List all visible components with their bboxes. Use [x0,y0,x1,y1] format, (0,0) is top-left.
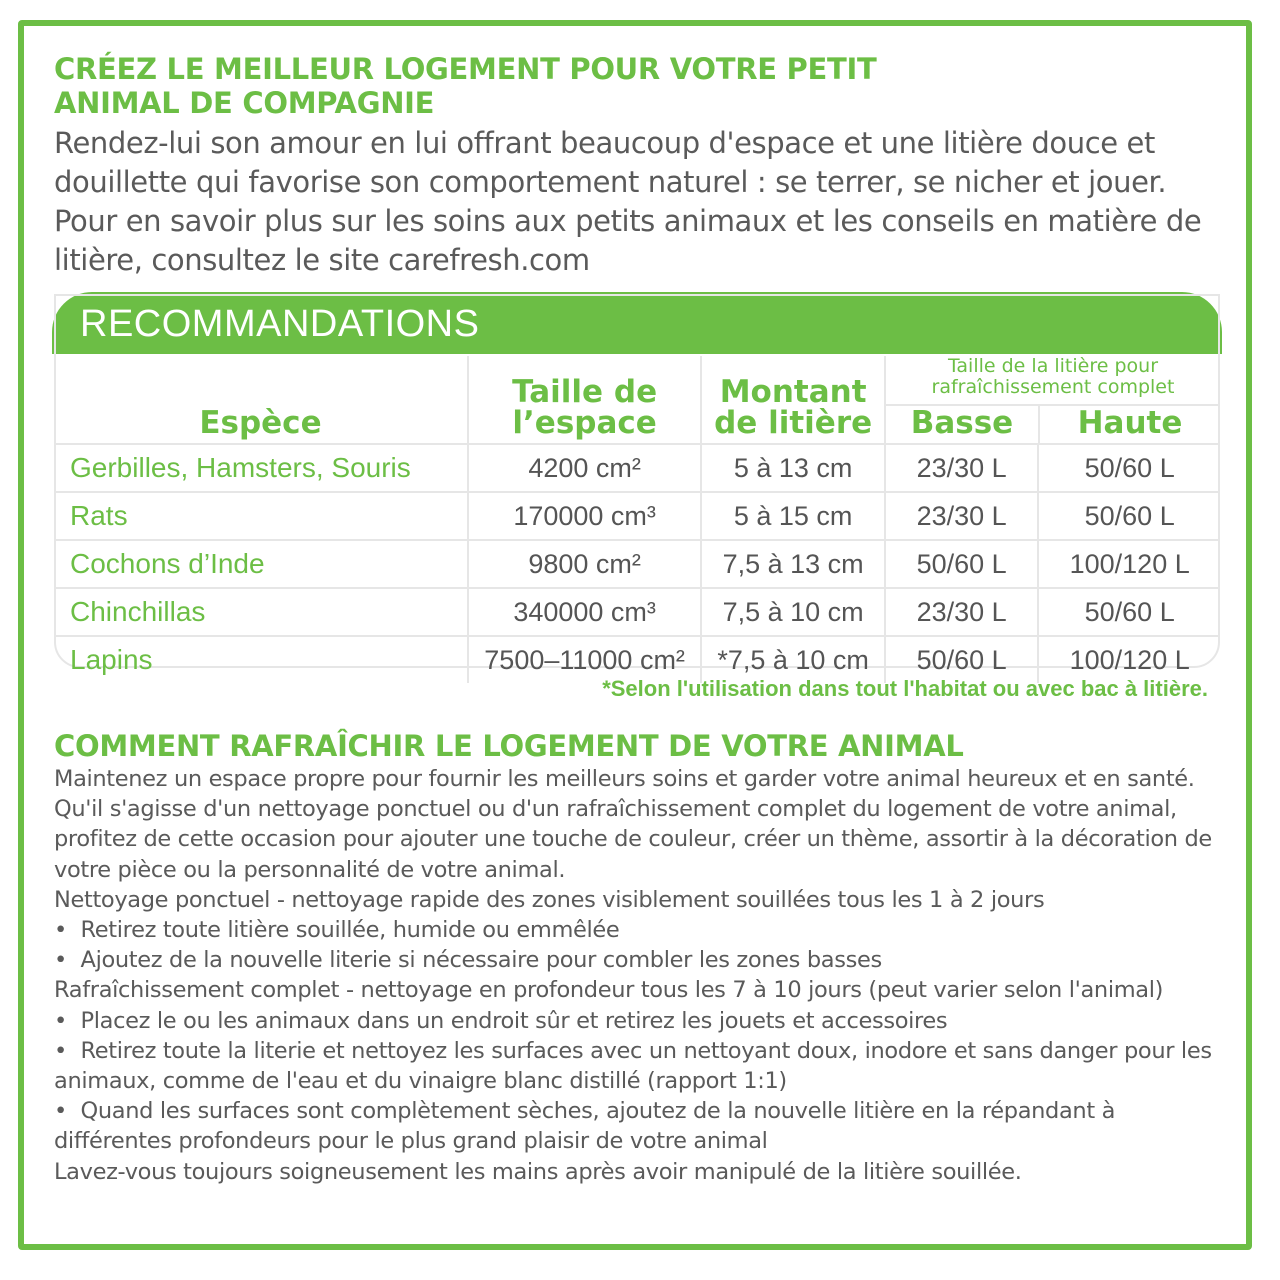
table-row [54,540,1220,588]
table-row [54,588,1220,636]
refresh-title: COMMENT RAFRAÎCHIR LE LOGEMENT DE VOTRE ANIMAL [54,729,964,763]
cell-species: Cochons d’Inde [54,540,468,588]
list-item: • Retirez toute litière souillée, humide ou emmêlée [54,915,1234,945]
cell-space: 9800 cm² [468,540,701,588]
cell-amount: 5 à 13 cm [701,444,885,492]
recommendations-title: RECOMMANDATIONS [80,303,480,345]
size-caption-line2: rafraîchissement complet [931,376,1175,398]
cell-low: 23/30 L [885,444,1038,492]
cell-high: 50/60 L [1038,492,1220,540]
col-header-species: Espèce [199,405,322,441]
cell-low: 23/30 L [885,492,1038,540]
table-row [54,444,1220,492]
cell-space: 340000 cm³ [468,588,701,636]
table-footnote: *Selon l'utilisation dans tout l'habitat ou avec bac à litière. [602,676,1208,701]
closing-note: Lavez-vous toujours soigneusement les mains après avoir manipulé de la litière souillée. [54,1158,1022,1185]
table-row [54,492,1220,540]
refresh-body [54,764,1234,1187]
cell-low: 50/60 L [885,636,1038,683]
recommendations-table [54,356,1220,683]
refresh-paragraph: Maintenez un espace propre pour fournir les meilleurs soins et garder votre animal heureux et en santé. Qu'il s'agisse d'un nettoyage ponctuel ou d'un rafraîchissement complet du logement de votre animal, profitez de cette occasion pour ajouter une touche de couleur, créer un thème, assortir à la décoration de votre pièce ou la personnalité de votre animal. [54,766,1212,883]
spot-clean-heading: Nettoyage ponctuel - nettoyage rapide des zones visiblement souillées tous les 1 à 2 jours [54,886,1045,913]
col-header-space: Taille de l’espace [468,356,701,444]
cell-high: 100/120 L [1038,540,1220,588]
intro-paragraph: Rendez-lui son amour en lui offrant beaucoup d'espace et une litière douce et douillette qui favorise son comportement naturel : se terrer, se nicher et jouer. Pour en savoir plus sur les soins aux petits animaux et les conseils en matière de litière, consultez le site carefresh.com [54,126,1202,277]
col-header-amount: Montant de litière [701,356,885,444]
col-header-high: Haute [1038,406,1220,443]
full-refresh-heading: Rafraîchissement complet - nettoyage en profondeur tous les 7 à 10 jours (peut varier selon l'animal) [54,977,1164,1004]
list-item: • Placez le ou les animaux dans un endroit sûr et retirez les jouets et accessoires [54,1006,1234,1036]
cell-low: 23/30 L [885,588,1038,636]
cell-low: 50/60 L [885,540,1038,588]
size-caption-line1: Taille de la litière pour [947,355,1159,377]
cell-space: 7500–11000 cm² [468,636,701,683]
cell-amount: 5 à 15 cm [701,492,885,540]
page-title-line2: ANIMAL DE COMPAGNIE [54,86,435,120]
cell-amount: *7,5 à 10 cm [701,636,885,683]
list-item: • Quand les surfaces sont complètement sèches, ajoutez de la nouvelle litière en la répandant à différentes profondeurs pour le plus grand plaisir de votre animal [54,1096,1234,1156]
col-header-low: Basse [910,405,1014,441]
cell-high: 100/120 L [1038,636,1220,683]
list-item: • Ajoutez de la nouvelle literie si nécessaire pour combler les zones basses [54,945,1234,975]
cell-amount: 7,5 à 13 cm [701,540,885,588]
cell-species: Chinchillas [54,588,468,636]
cell-space: 4200 cm² [468,444,701,492]
col-header-size [885,356,1220,444]
cell-high: 50/60 L [1038,588,1220,636]
cell-species: Rats [54,492,468,540]
cell-amount: 7,5 à 10 cm [701,588,885,636]
cell-species: Gerbilles, Hamsters, Souris [54,444,468,492]
page-title [54,52,1214,120]
list-item: • Retirez toute la literie et nettoyez les surfaces avec un nettoyant doux, inodore et sans danger pour les animaux, comme de l'eau et du vinaigre blanc distillé (rapport 1:1) [54,1036,1234,1096]
cell-space: 170000 cm³ [468,492,701,540]
page-title-line1: CRÉEZ LE MEILLEUR LOGEMENT POUR VOTRE PETIT [54,52,877,86]
cell-high: 50/60 L [1038,444,1220,492]
cell-species: Lapins [54,636,468,683]
